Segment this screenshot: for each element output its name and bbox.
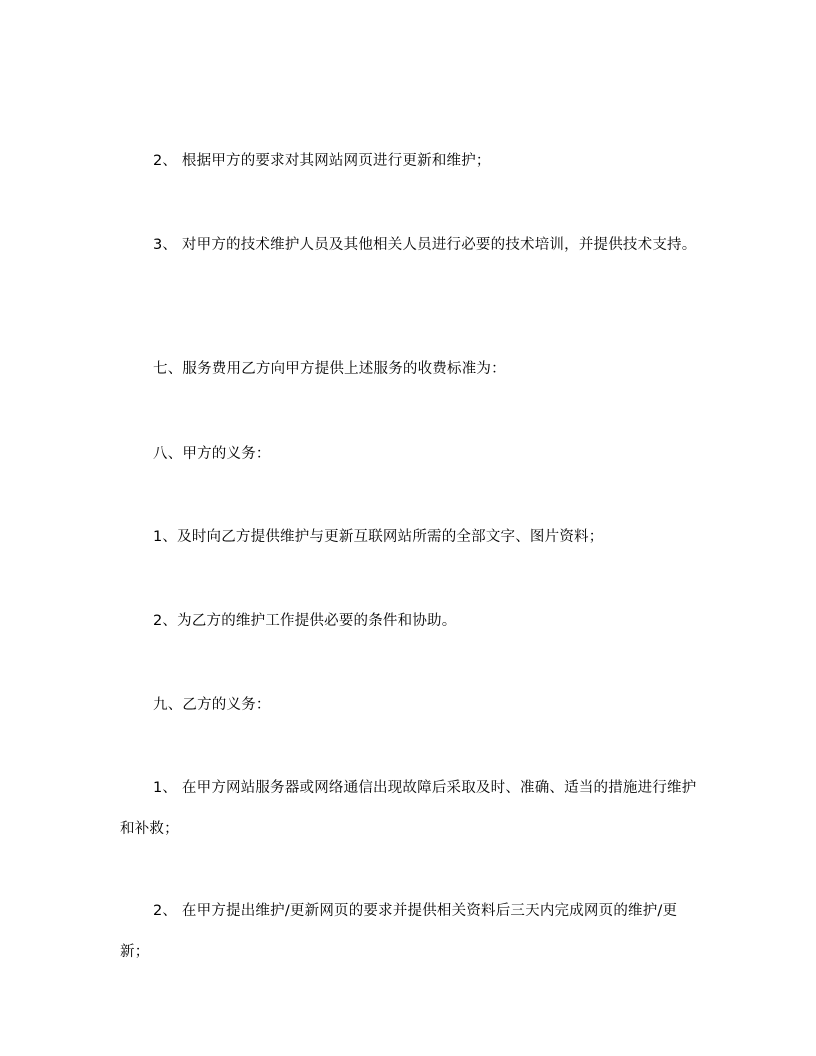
paragraph-update-maintenance: 2、 根据甲方的要求对其网站网页进行更新和维护； (153, 152, 491, 169)
heading-party-b-obligations: 九、乙方的义务： (153, 696, 271, 713)
heading-party-a-obligations: 八、甲方的义务： (153, 445, 271, 462)
paragraph-technical-training: 3、 对甲方的技术维护人员及其他相关人员进行必要的技术培训，并提供技术支持。 (153, 236, 697, 253)
paragraph-party-b-update-deadline: 2、 在甲方提出维护/更新网页的要求并提供相关资料后三天内完成网页的维护/更新； (120, 902, 678, 960)
paragraph-service-fee: 七、服务费用乙方向甲方提供上述服务的收费标准为： (153, 360, 506, 377)
paragraph-party-b-fault-response: 1、 在甲方网站服务器或网络通信出现故障后采取及时、准确、适当的措施进行维护和补救； (120, 779, 697, 837)
paragraph-party-a-assistance: 2、为乙方的维护工作提供必要的条件和协助。 (153, 612, 457, 629)
paragraph-party-a-provide-materials: 1、及时向乙方提供维护与更新互联网站所需的全部文字、图片资料； (153, 528, 604, 545)
